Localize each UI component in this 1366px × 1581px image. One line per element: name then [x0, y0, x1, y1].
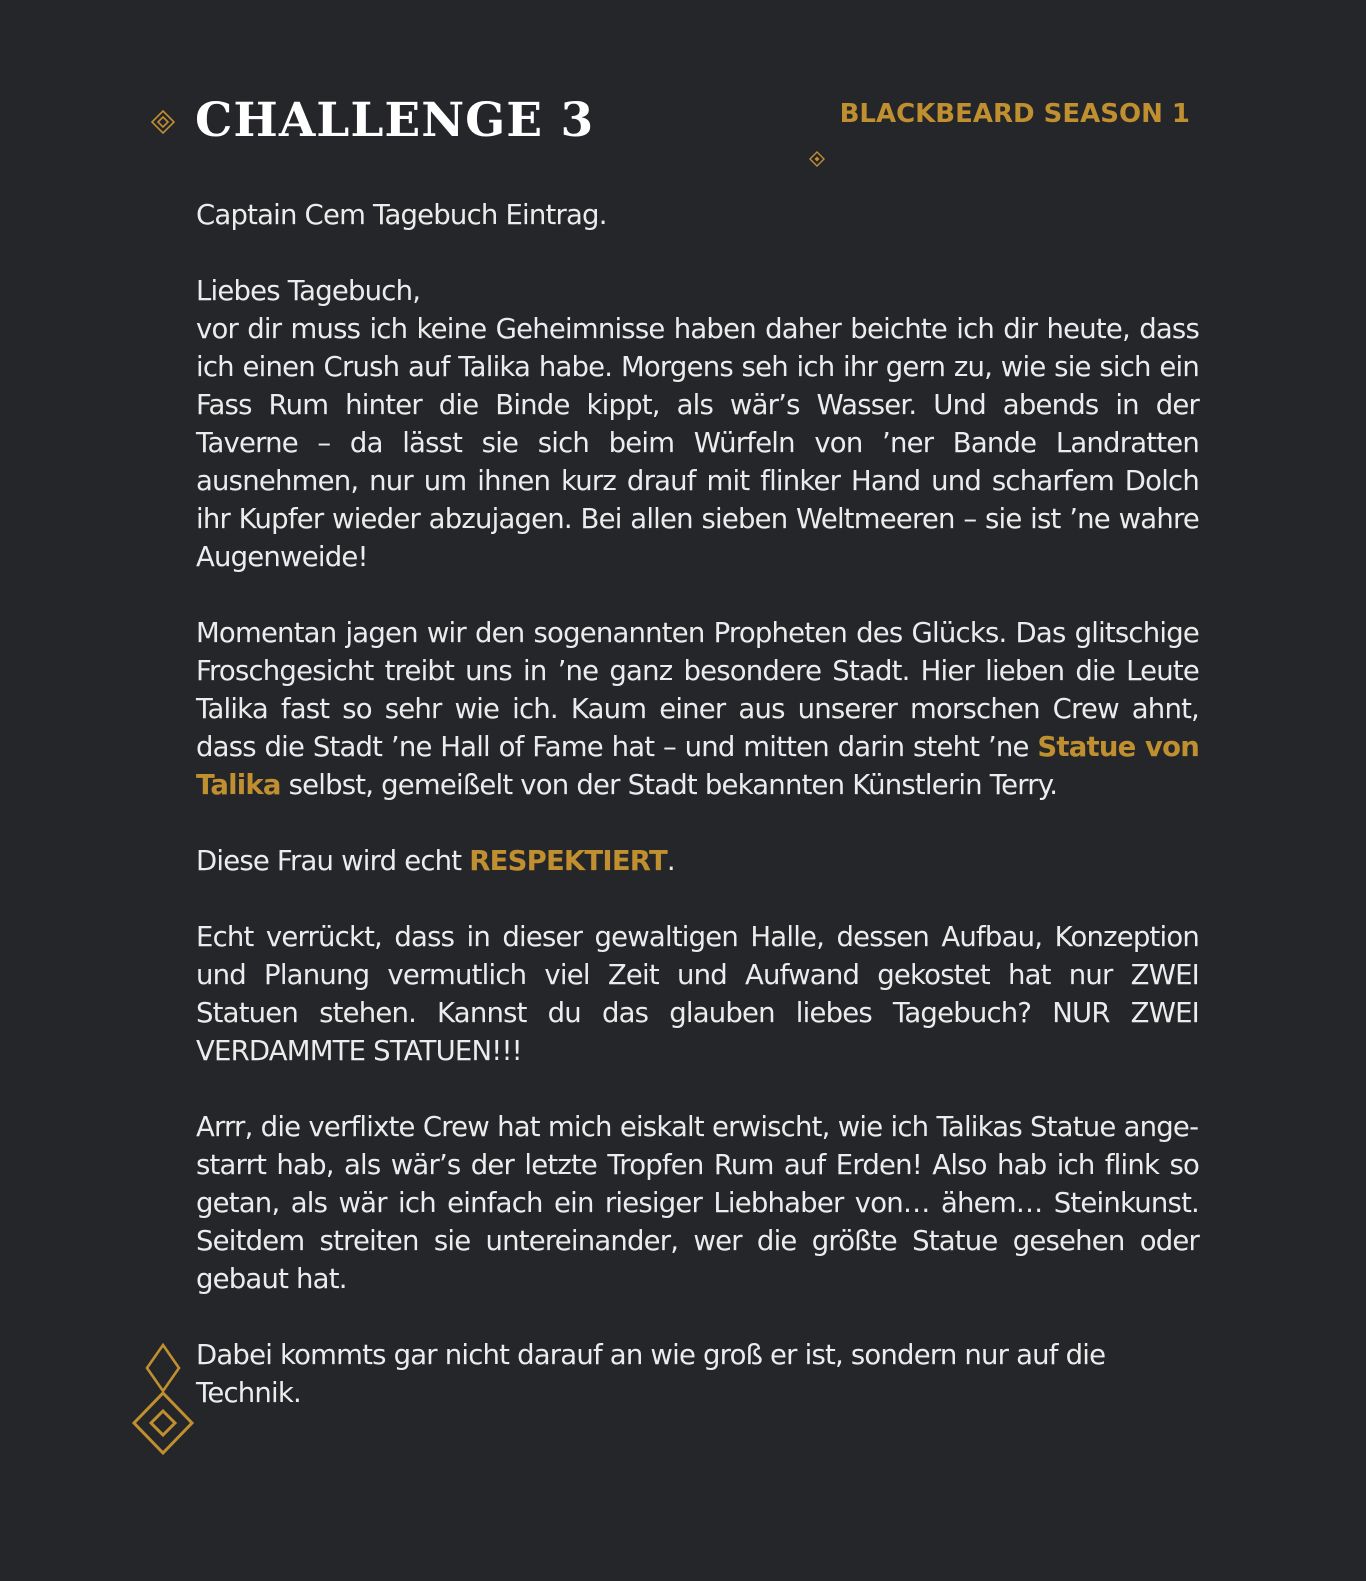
paragraph-3	[196, 842, 1199, 880]
greeting: Liebes Tagebuch,	[196, 275, 421, 307]
paragraph-3-text: Diese Frau wird echt	[196, 845, 470, 877]
paragraph-1-body: vor dir muss ich keine Geheimnisse haben daher beichte ich dir heute, dass ich einen Crush auf Talika habe. Morgens seh ich ihr gern zu, wie sie sich ein Fass Rum hinter die Binde kippt, als wär’s Wasser. Und abends in der Taverne – da lässt sie sich beim Würfeln von ’ner Bande Landratten ausnehmen, nur um ihnen kurz drauf mit flinker Hand und scharfem Dolch ihr Kupfer wieder abzujagen. Bei allen sieben Weltmeeren – sie ist ’ne wahre Augenweide!	[196, 313, 1199, 573]
diamond-icon	[151, 110, 175, 134]
double-diamond-icon	[128, 225, 198, 1465]
paragraph-5: Arrr, die verflixte Crew hat mich eiskalt erwischt, wie ich Talikas Statue angestarrt hab, als wär’s der letzte Tropfen Rum auf Erden! Also hab ich flink so getan, als wär ich einfach ein riesiger Liebhaber von… ähem… Steinkunst. Seitdem streiten sie untereinander, wer die größte Statue gesehen oder gebaut hat.	[196, 1111, 1199, 1295]
header-divider	[240, 150, 1120, 168]
paragraph-4: Echt verrückt, dass in dieser gewaltigen Halle, dessen Aufbau, Konzeption und Planung vermutlich viel Zeit und Aufwand gekostet hat nur ZWEI Statuen stehen. Kannst du das glauben liebes Tagebuch? NUR ZWEI VERDAMMTE STATUEN!!!	[196, 921, 1199, 1067]
entry-intro: Captain Cem Tagebuch Eintrag.	[196, 199, 607, 231]
paragraph-2	[196, 614, 1199, 804]
page-title: CHALLENGE 3	[195, 93, 595, 148]
highlight-statue: Statue von Talika	[196, 731, 1199, 801]
paragraph-2-text-end: selbst, gemeißelt von der Stadt bekannten Künstlerin Terry.	[280, 769, 1058, 801]
highlight-respektiert: RESPEKTIERT	[469, 845, 667, 877]
diamond-icon	[810, 152, 824, 166]
diary-entry	[196, 196, 1199, 1412]
paragraph-1	[196, 272, 1199, 576]
season-label: BLACKBEARD SEASON 1	[839, 99, 1190, 129]
paragraph-6: Dabei kommts gar nicht darauf an wie groß er ist, sondern nur auf die Technik.	[196, 1339, 1106, 1409]
paragraph-2-text: Momentan jagen wir den sogenannten Propheten des Glücks. Das glitschige Froschgesicht treibt uns in ’ne ganz besondere Stadt. Hier lieben die Leute Talika fast so sehr wie ich. Kaum einer aus unserer morschen Crew ahnt, dass die Stadt ’ne Hall of Fame hat – und mitten darin steht ’ne	[196, 617, 1199, 763]
paragraph-3-text-end: .	[666, 845, 675, 877]
